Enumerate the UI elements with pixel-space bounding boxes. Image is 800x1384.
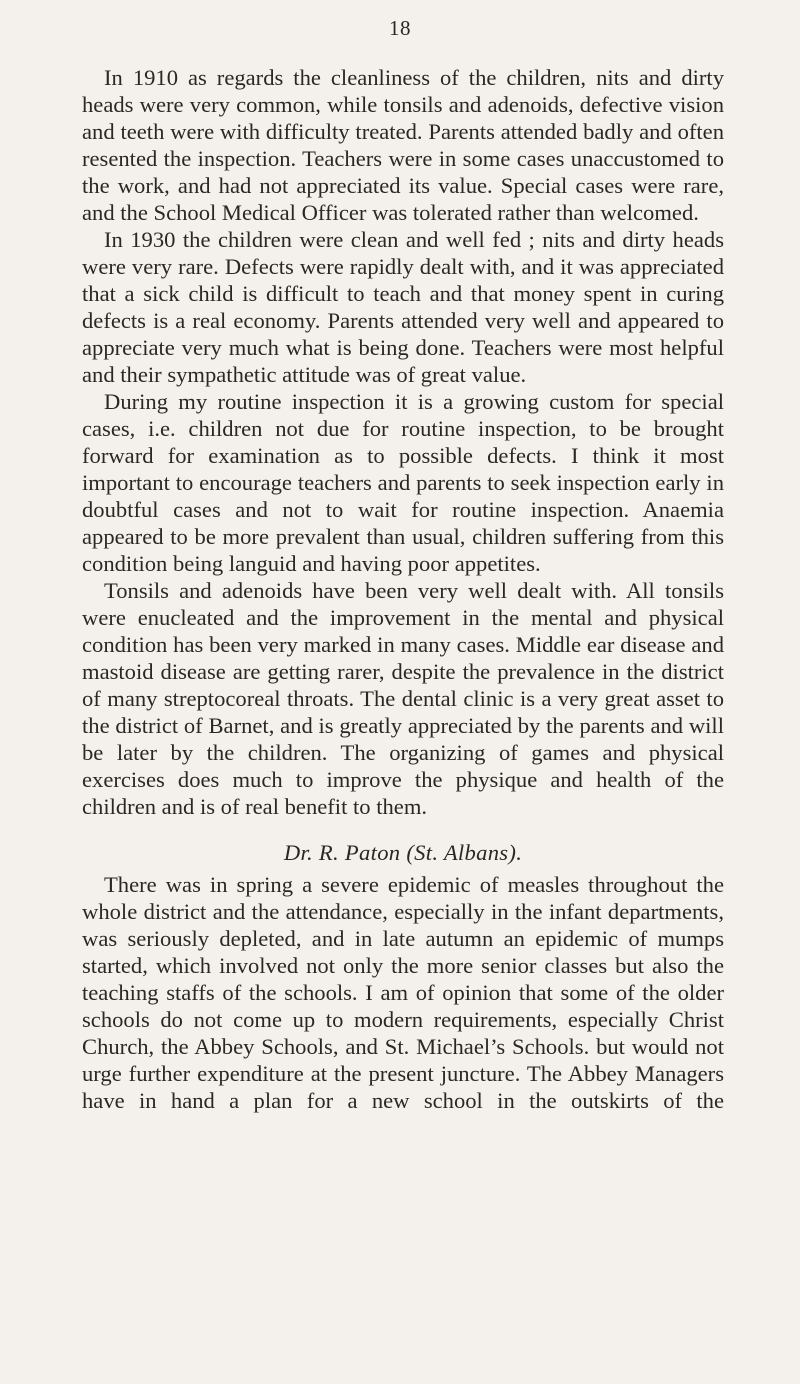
paragraph-measles-epidemic: There was in spring a severe epidemic of measles throughout the whole district and the attendance, especially in the infant departments, was seriously depleted, and in late autumn an epidemic of mumps started, which involved not only the more senior classes but also the teaching staffs of the schools. I am of opinion that some of the older schools do not come up to modern requirements, especially Christ Church, the Abbey Schools, and St. Michael’s Schools. but would not urge further expenditure at the present juncture. The Abbey Managers have in hand a plan for a new school in the outskirts of the xyxy=(82,872,724,1113)
paragraph-1910: In 1910 as regards the cleanliness of the children, nits and dirty heads were very common, while tonsils and adenoids, defective vision and teeth were with difficulty treated. Parents attended badly and often resented the inspection. Teachers were in some cases unaccustomed to the work, and had not appreciated its value. Special cases were rare, and the School Medical Officer was tolerated rather than welcomed. xyxy=(82,65,724,225)
paragraph-tonsils-adenoids: Tonsils and adenoids have been very well dealt with. All tonsils were enucleated and the improvement in the mental and physical condition has been very marked in many cases. Middle ear disease and mastoid disease are getting rarer, despite the prevalence in the district of many streptocoreal throats. The dental clinic is a very great asset to the district of Barnet, and is greatly appreciated by the parents and will be later by the children. The organizing of games and physical exercises does much to improve the physique and health of the children and is of real benefit to them. xyxy=(82,578,724,819)
page-number: 18 xyxy=(389,16,411,40)
section-heading-dr-paton: Dr. R. Paton (St. Albans). xyxy=(283,840,523,865)
paragraph-1930: In 1930 the children were clean and well fed ; nits and dirty heads were very rare. Defects were rapidly dealt with, and it was appreciated that a sick child is difficult to teach and that money spent in curing defects is a real economy. Parents attended very well and appeared to appreciate very much what is being done. Teachers were most helpful and their sympathetic attitude was of great value. xyxy=(82,227,724,387)
body-text xyxy=(82,64,724,1114)
paragraph-routine-inspection: During my routine inspection it is a growing custom for special cases, i.e. children not due for routine inspection, to be brought forward for examination as to possible defects. I think it most important to encourage teachers and parents to seek inspection early in doubtful cases and not to wait for routine inspection. Anaemia appeared to be more prevalent than usual, children suffering from this condition being languid and having poor appetites. xyxy=(82,389,724,576)
